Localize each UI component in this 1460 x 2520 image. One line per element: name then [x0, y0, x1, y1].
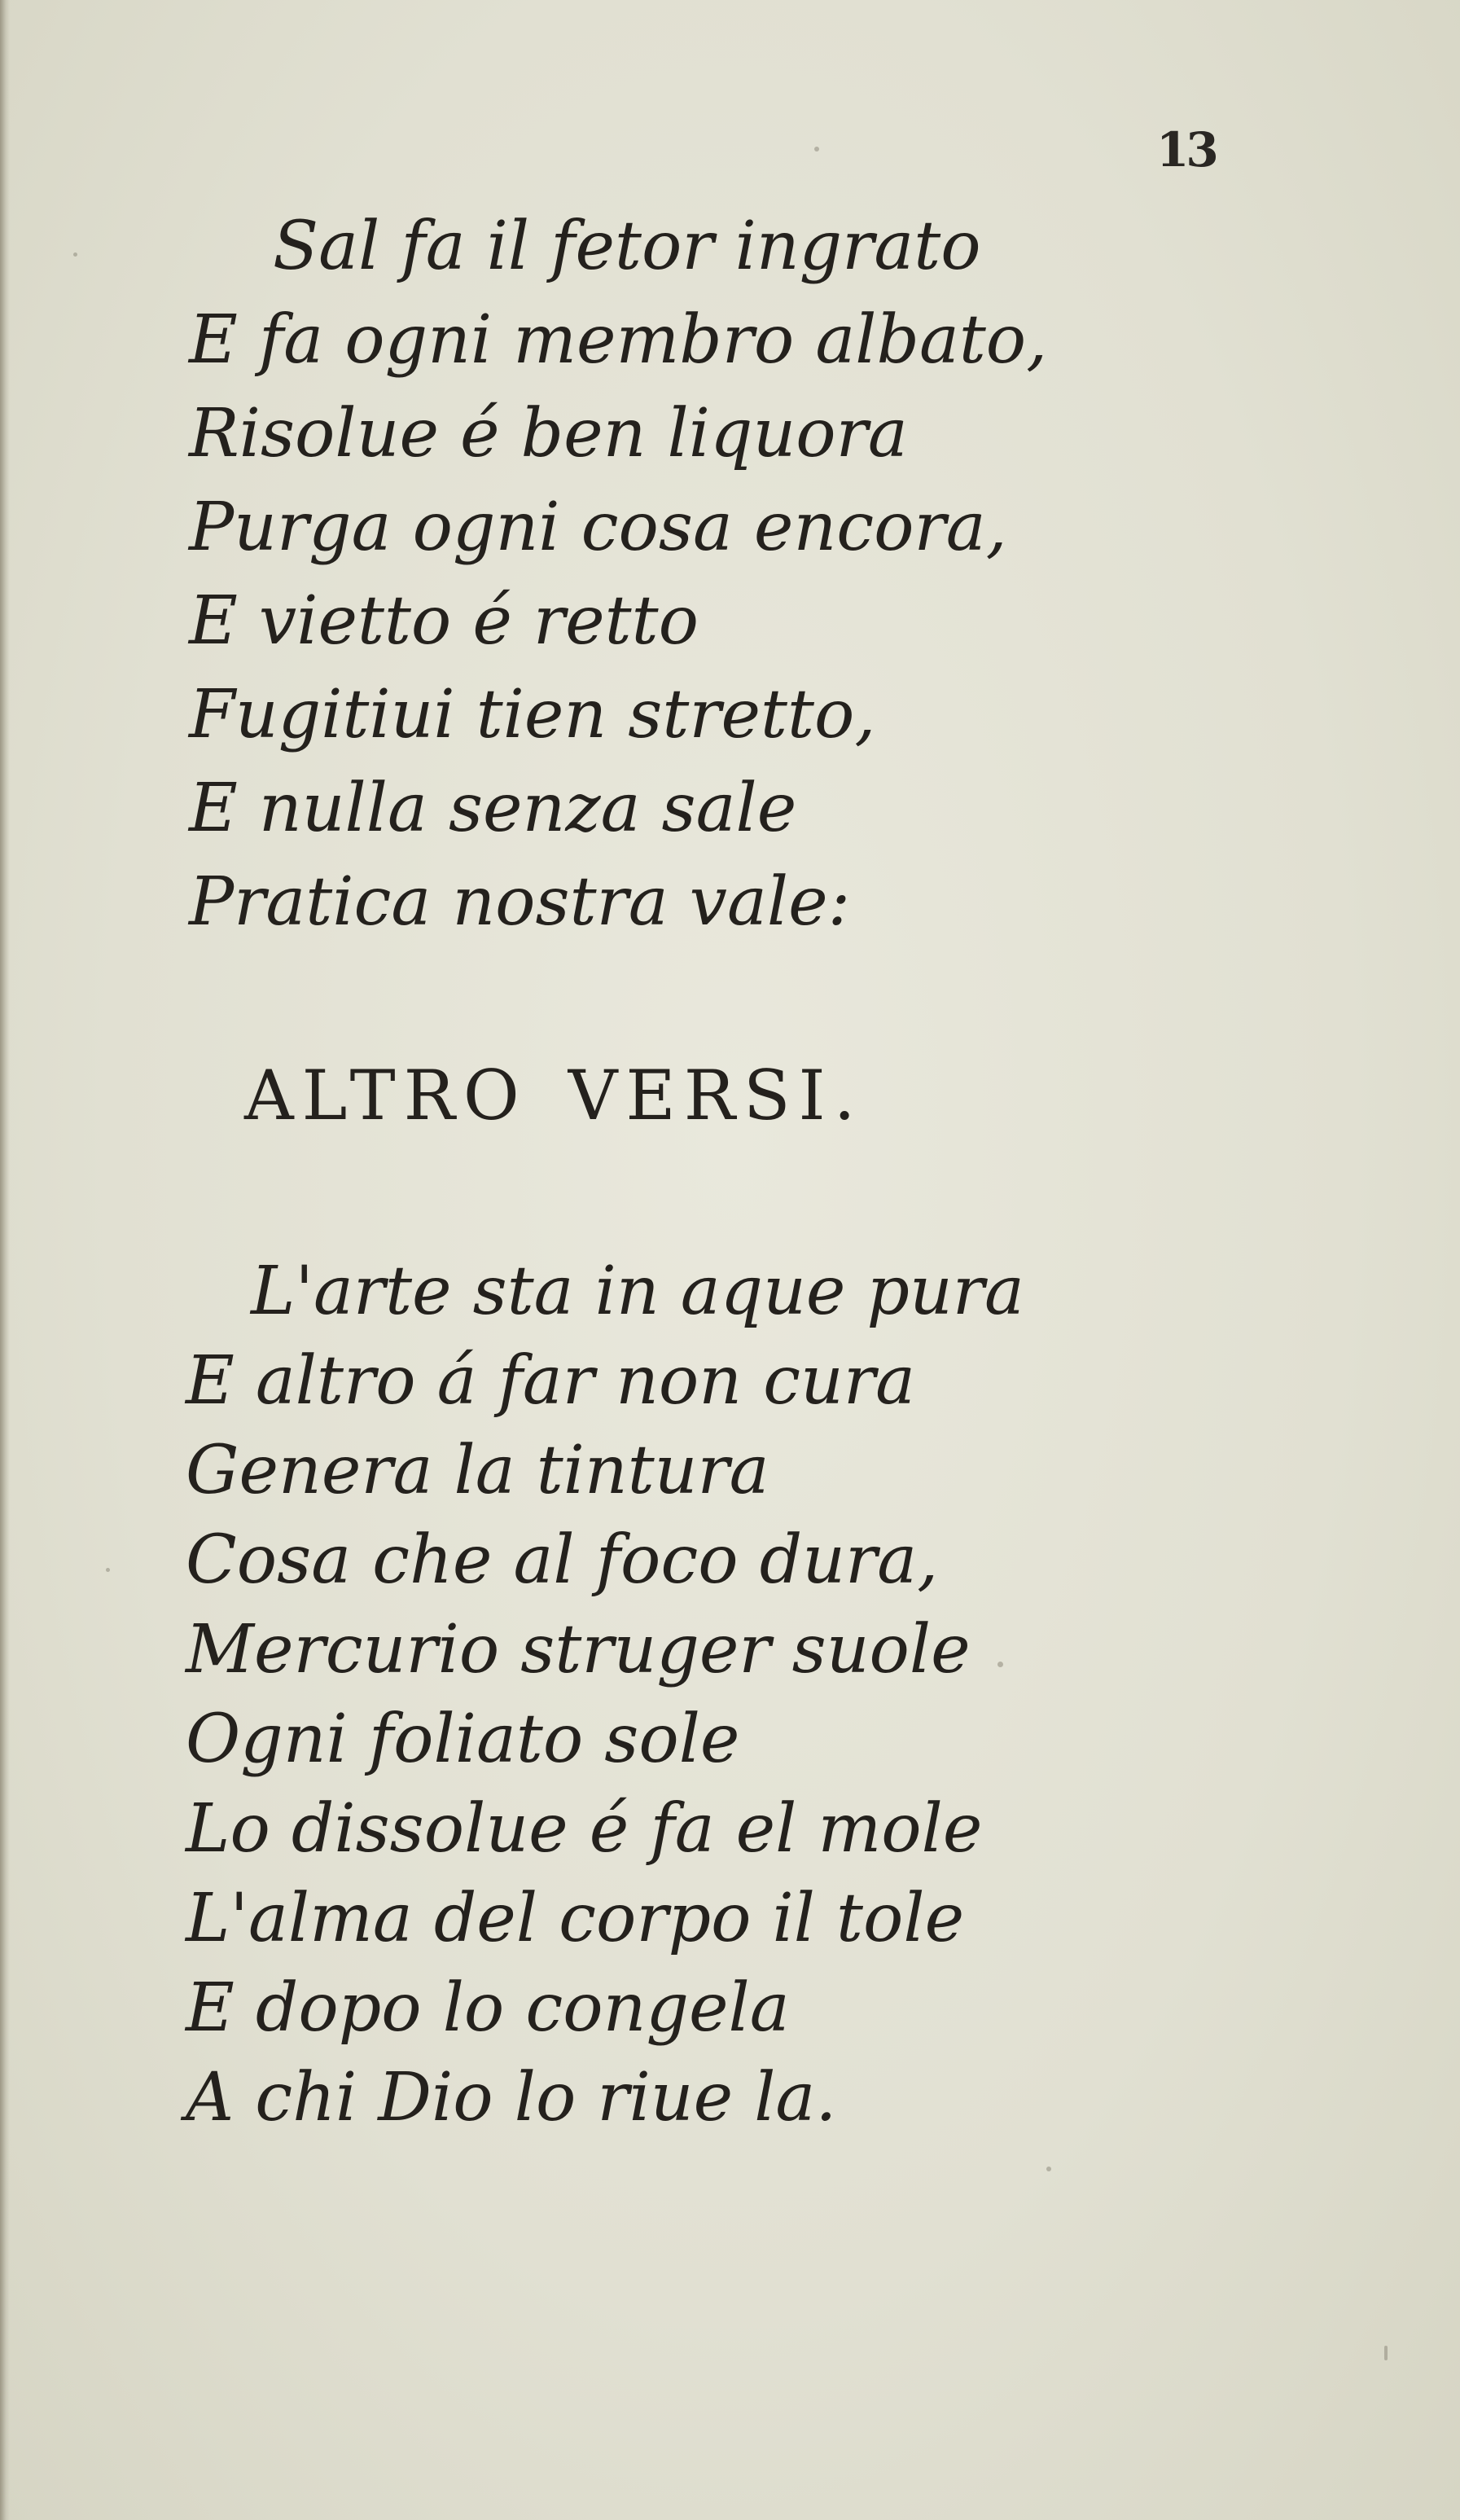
- paper-speck: [1384, 2346, 1388, 2360]
- verse-line: Risolue é ben liquora: [189, 395, 908, 472]
- paper-speck: [73, 252, 77, 257]
- verse-line: Lo dissolue é fa el mole: [186, 1790, 983, 1868]
- verse-line: L'arte sta in aque pura: [251, 1253, 1024, 1330]
- verse-line: Mercurio struger suole: [186, 1611, 971, 1688]
- verse-line: E dopo lo congela: [186, 1969, 790, 2047]
- verse-line: Cosa che al foco dura,: [186, 1521, 939, 1599]
- paper-speck: [814, 147, 819, 151]
- verse-line: L'alma del corpo il tole: [186, 1880, 965, 1957]
- page-binding-edge: [0, 0, 10, 2520]
- page-number: 13: [1156, 122, 1216, 178]
- verse-line: A chi Dio lo riue la.: [186, 2059, 837, 2136]
- verse-line: E fa ogni membro albato,: [189, 301, 1048, 379]
- paper-speck: [106, 1568, 110, 1572]
- verse-line: Fugitiui tien stretto,: [189, 676, 876, 753]
- heading-word: ALTRO: [244, 1056, 528, 1135]
- verse-line: E vietto é retto: [189, 582, 699, 660]
- verse-line: Genera la tintura: [186, 1432, 769, 1509]
- verse-line: E nulla senza sale: [189, 770, 797, 847]
- verse-line: E altro á far non cura: [186, 1342, 915, 1420]
- verse-line: Pratica nostra vale:: [189, 863, 851, 941]
- heading-word: VERSI.: [568, 1056, 864, 1135]
- verse-line: Sal fa il fetor ingrato: [273, 208, 981, 285]
- section-heading: [244, 1056, 864, 1135]
- verse-line: Purga ogni cosa encora,: [189, 489, 1007, 566]
- paper-speck: [1046, 2167, 1051, 2171]
- paper-speck: [997, 1662, 1003, 1667]
- verse-line: Ogni foliato sole: [186, 1701, 740, 1778]
